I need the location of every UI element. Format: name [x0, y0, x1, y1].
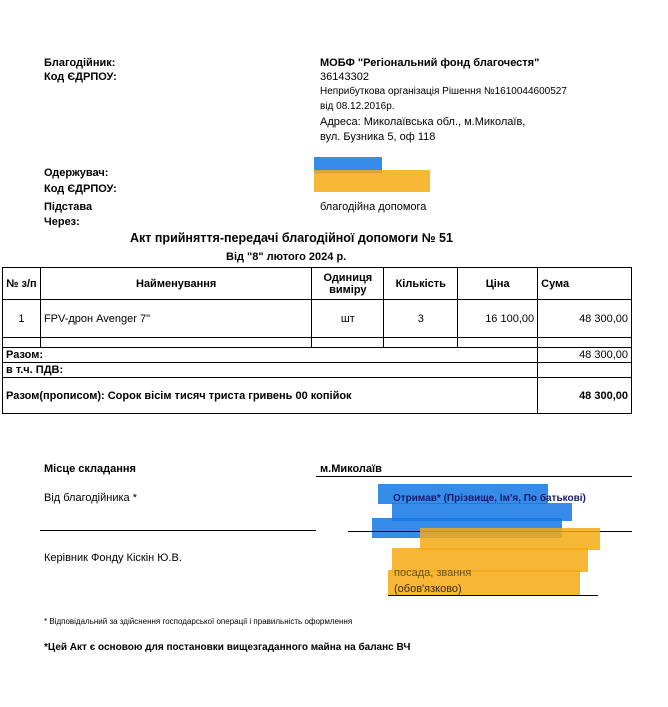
table-header-row — [3, 268, 632, 300]
head-label: Керівник Фонду Кіскін Ю.В. — [44, 552, 182, 564]
total-value: 48 300,00 — [538, 348, 632, 363]
place-label: Місце складання — [44, 463, 136, 475]
vat-row — [3, 363, 632, 378]
column-header-num: № з/п — [3, 268, 41, 300]
redaction-mark — [420, 528, 600, 550]
donor-name: МОБФ "Регіональний фонд благочестя" — [320, 57, 540, 69]
nonprofit-line-1: Неприбуткова організація Рішення №1610044600527 — [320, 86, 567, 97]
position-required-label: (обов'язково) — [394, 583, 462, 595]
address-line-1: Адреса: Миколаївська обл., м.Миколаїв, — [320, 116, 526, 128]
basis-value: благодійна допомога — [320, 201, 427, 213]
table-empty-row — [3, 338, 632, 348]
total-label: Разом: — [3, 348, 538, 363]
act-date: Від "8" лютого 2024 р. — [226, 251, 347, 263]
column-header-unit: Одиниця виміру — [312, 268, 384, 300]
place-underline — [316, 476, 632, 477]
total-row — [3, 348, 632, 363]
donor-label: Благодійник: — [44, 57, 116, 69]
column-header-qty: Кількість — [384, 268, 458, 300]
recipient-label: Одержувач: — [44, 167, 109, 179]
recipient-edrpou-label: Код ЄДРПОУ: — [44, 183, 117, 195]
position-label: посада, звання — [394, 567, 472, 579]
from-donor-label: Від благодійника * — [44, 492, 137, 504]
footnote-1: * Відповідальний за здійснення господарської операції і правильність оформлення — [44, 617, 353, 626]
row-num: 1 — [3, 300, 41, 338]
address-line-2: вул. Бузника 5, оф 118 — [320, 131, 436, 143]
words-row — [3, 378, 632, 414]
row-name: FPV-дрон Avenger 7" — [40, 300, 311, 338]
donor-signature-line — [40, 530, 316, 531]
edrpou-label: Код ЄДРПОУ: — [44, 71, 117, 83]
row-sum: 48 300,00 — [538, 300, 632, 338]
position-underline — [388, 595, 598, 596]
vat-label: в т.ч. ПДВ: — [3, 363, 538, 378]
words-value: 48 300,00 — [538, 378, 632, 414]
words-label: Разом(прописом): Сорок вісім тисяч триста гривень 00 копійок — [3, 378, 538, 414]
table-row — [3, 300, 632, 338]
row-unit: шт — [312, 300, 384, 338]
row-price: 16 100,00 — [458, 300, 538, 338]
act-title: Акт прийняття-передачі благодійної допомоги № 51 — [130, 231, 453, 245]
received-label: Отримав* (Прізвище, Ім'я, По батькові) — [393, 493, 586, 504]
place-value: м.Миколаїв — [320, 463, 382, 475]
items-table — [2, 267, 632, 414]
column-header-sum: Сума — [538, 268, 632, 300]
row-qty: 3 — [384, 300, 458, 338]
basis-label: Підстава — [44, 201, 93, 213]
redaction-mark — [314, 170, 430, 192]
nonprofit-line-2: від 08.12.2016р. — [320, 101, 395, 112]
via-label: Через: — [44, 216, 80, 228]
column-header-name: Найменування — [40, 268, 311, 300]
donor-code: 36143302 — [320, 71, 369, 83]
column-header-price: Ціна — [458, 268, 538, 300]
footnote-2: *Цей Акт є основою для постановки вищезгаданного майна на баланс ВЧ — [44, 642, 411, 653]
